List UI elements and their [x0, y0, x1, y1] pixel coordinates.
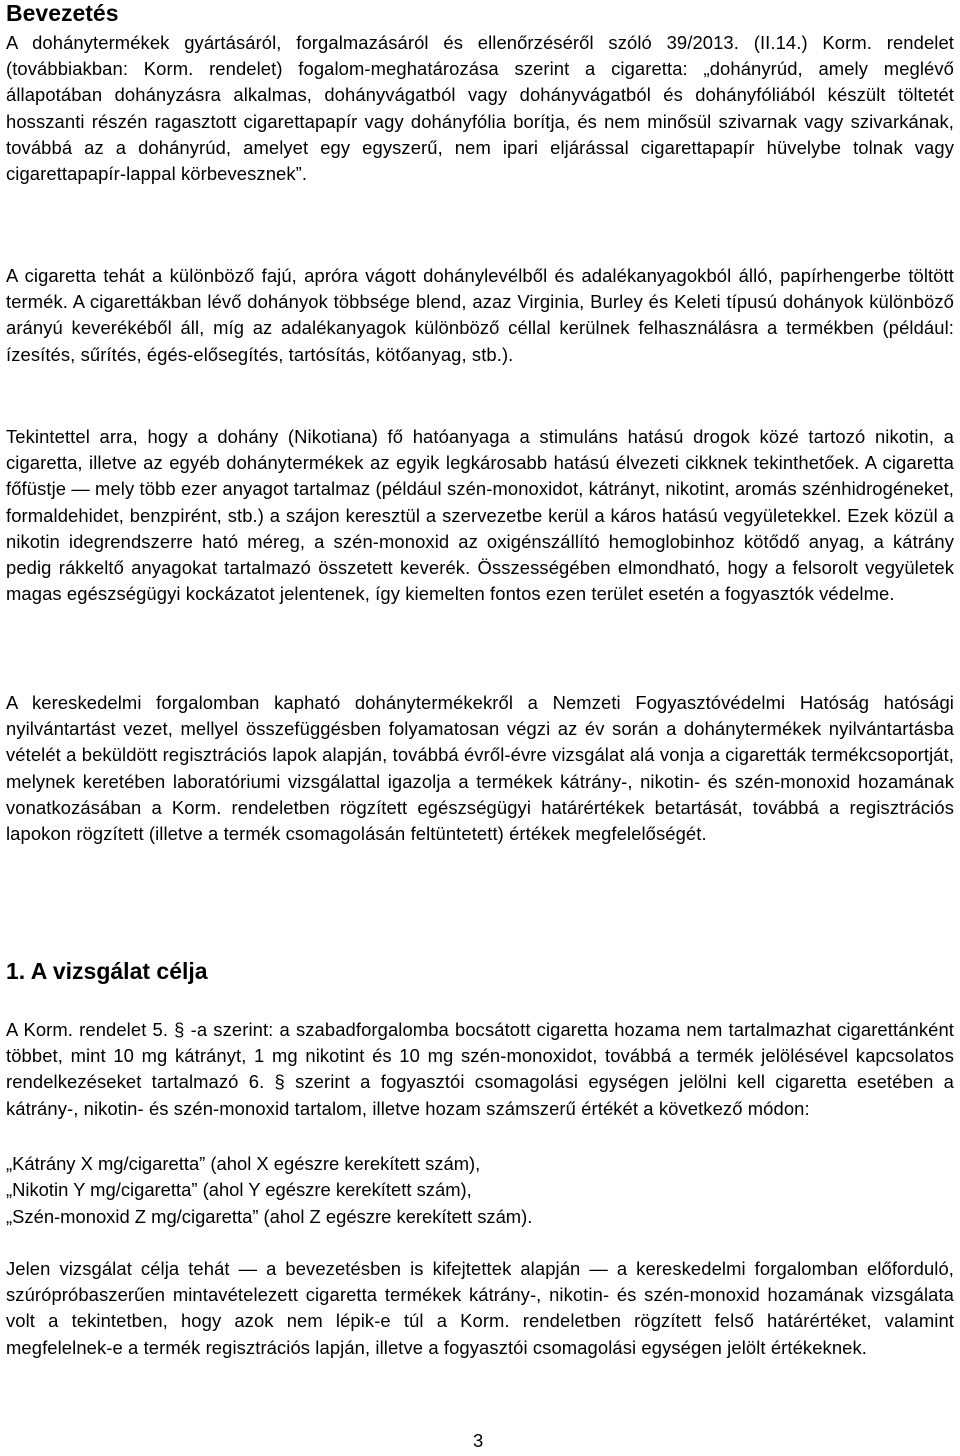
intro-paragraph-authority: A kereskedelmi forgalomban kapható dohánytermékekről a Nemzeti Fogyasztóvédelmi Hatóság hatósági nyilvántartást vezet, mellyel összefüggésben folyamatosan végzi az év során a dohánytermékek nyilvántartásba vételét a beküldött regisztrációs lapok alapján, továbbá évről-évre vizsgálat alá vonja a cigaretták termékcsoportját, melynek keretében laboratóriumi vizsgálattal igazolja a termékek kátrány-, nikotin- és szén-monoxid hozamának vonatkozásában a Korm. rendeletben rögzített egészségügyi határértékek betartását, továbbá a regisztrációs lapokon rögzített (illetve a termék csomagolásán feltüntetett) értékek megfelelőségét. — [6, 692, 954, 845]
list-item-tar: „Kátrány X mg/cigaretta” (ahol X egészre kerekített szám), — [6, 1153, 481, 1174]
section-heading: 1. A vizsgálat célja — [6, 958, 208, 984]
intro-paragraph-health-risk: Tekintettel arra, hogy a dohány (Nikotiana) fő hatóanyaga a stimuláns hatású drogok közé tartozó nikotin, a cigaretta, illetve az egyéb dohánytermékek az egyik legkárosabb hatású élvezeti cikknek tekinthetőek. A cigaretta főfüstje — mely több ezer anyagot tartalmaz (például szén-monoxidot, kátrányt, nikotint, aromás szénhidrogéneket, formaldehidet, benzpirént, stb.) a szájon keresztül a szervezetbe kerül a káros hatású vegyületekkel. Ezek közül a nikotin idegrendszerre ható méreg, a szén-monoxid az oxigénszállító hemoglobinhoz kötődő anyag, a kátrány pedig rákkeltő anyagokat tartalmazó összetett keverék. Összességében elmondható, hogy a felsorolt vegyületek magas egészségügyi kockázatot jelentenek, így kiemelten fontos ezen terület esetén a fogyasztók védelme. — [6, 426, 954, 605]
intro-paragraph-definition: A dohánytermékek gyártásáról, forgalmazásáról és ellenőrzéséről szóló 39/2013. (II.14.) Korm. rendelet (továbbiakban: Korm. rendelet) fogalom-meghatározása szerint a cigaretta: „dohányrúd, amely meglévő állapotában dohányzásra alkalmas, dohányvágatból vagy dohányvágatból és dohányfóliából készült töltetét hosszanti részén ragasztott cigarettapapír vagy dohányfólia borítja, és nem minősül szivarnak vagy szivarkának, továbbá az a dohányrúd, amelyet egy egyszerű, nem ipari eljárással cigarettapapír hüvelybe tolnak vagy cigarettapapír-lappal körbevesznek”. — [6, 32, 954, 185]
intro-paragraph-composition: A cigaretta tehát a különböző fajú, apróra vágott dohánylevélből és adalékanyagokból álló, papírhengerbe töltött termék. A cigarettákban lévő dohányok többsége blend, azaz Virginia, Burley és Keleti típusú dohányok különböző arányú keverékéből áll, míg az adalékanyagok különböző céllal kerülnek felhasználásra a termékben (például: ízesítés, sűrítés, égés-elősegítés, tartósítás, kötőanyag, stb.). — [6, 265, 954, 365]
list-item-nicotine: „Nikotin Y mg/cigaretta” (ahol Y egészre kerekített szám), — [6, 1179, 472, 1200]
section-paragraph-regulation: A Korm. rendelet 5. § -a szerint: a szabadforgalomba bocsátott cigaretta hozama nem tartalmazhat cigarettánként többet, mint 10 mg kátrányt, 1 mg nikotint és 10 mg szén-monoxidot, továbbá a termék jelölésével kapcsolatos rendelkezéseket tartalmazó 6. § szerint a fogyasztói csomagolási egységen jelölni kell cigaretta esetében a kátrány-, nikotin- és szén-monoxid tartalom, illetve hozam számszerű értékét a következő módon: — [6, 1019, 954, 1119]
page-number: 3 — [473, 1430, 484, 1451]
list-item-carbon-monoxide: „Szén-monoxid Z mg/cigaretta” (ahol Z egészre kerekített szám). — [6, 1206, 533, 1227]
page-title: Bevezetés — [6, 0, 119, 26]
document-page — [6, 0, 954, 1456]
closing-paragraph: Jelen vizsgálat célja tehát — a bevezetésben is kifejtettek alapján — a kereskedelmi forgalomban előforduló, szúrópróbaszerűen mintavételezett cigaretta termékek kátrány-, nikotin- és szén-monoxid hozamának vizsgálata volt a tekintetben, hogy azok nem lépik-e túl a Korm. rendeletben rögzített felső határértéket, valamint megfelelnek-e a termék regisztrációs lapján, illetve a fogyasztói csomagolási egységen jelölt értékeknek. — [6, 1258, 954, 1358]
